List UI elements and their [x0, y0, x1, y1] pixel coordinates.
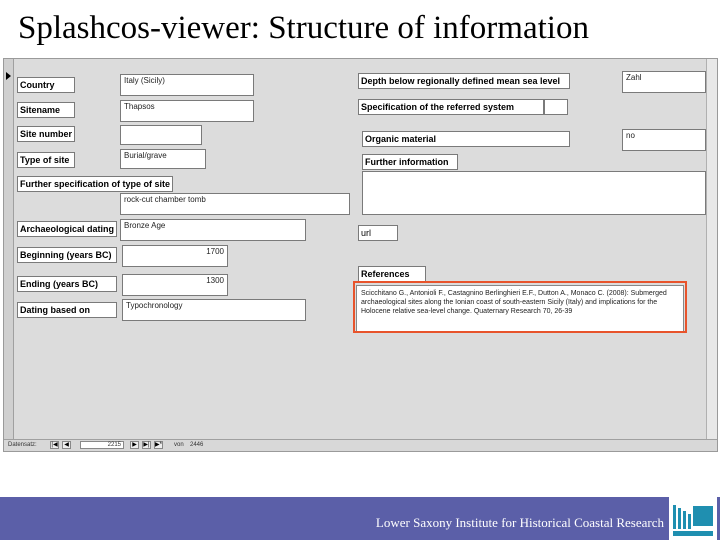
footer-bar [0, 497, 720, 540]
record-selector[interactable] [4, 59, 14, 442]
record-pointer-icon [6, 72, 11, 80]
references-label: References [358, 266, 426, 282]
arch-dating-field[interactable]: Bronze Age [120, 219, 306, 241]
type-of-site-label: Type of site [17, 152, 75, 168]
references-field[interactable]: Scicchitano G., Antonioli F., Castagnino Berlinghieri E.F., Dutton A., Monaco C. (2008): Submerged archaeological sites along the Ionian coast of south-eastern Sicily (Italy) and implications for the Holocene relative sea-level change. Quaternary Research 70, 26-39 [356, 285, 684, 333]
record-label: Datensatz: [8, 442, 37, 448]
first-record-button[interactable]: |◀ [51, 442, 58, 448]
vertical-scrollbar[interactable] [706, 59, 717, 442]
institute-logo [669, 497, 717, 540]
type-of-site-field[interactable]: Burial/grave [120, 149, 206, 169]
site-number-label: Site number [17, 126, 75, 142]
spec-system-label: Specification of the referred system [358, 99, 544, 115]
previous-record-button[interactable]: ◀ [62, 441, 71, 449]
nihk-logo-icon [669, 497, 717, 540]
spec-system-field[interactable] [544, 99, 568, 115]
last-record-button[interactable]: ▶| [143, 442, 150, 448]
database-form-window [3, 58, 718, 452]
further-spec-field[interactable]: rock-cut chamber tomb [120, 193, 350, 215]
of-label: von [174, 442, 184, 448]
further-info-label: Further information [362, 154, 458, 170]
organic-label: Organic material [362, 131, 570, 147]
organic-field[interactable]: no [622, 129, 706, 151]
country-field[interactable]: Italy (Sicily) [120, 74, 254, 96]
depth-label: Depth below regionally defined mean sea level [358, 73, 570, 89]
ending-label: Ending (years BC) [17, 276, 117, 292]
slide-title: Splashcos-viewer: Structure of information [18, 10, 589, 46]
site-number-field[interactable] [120, 125, 202, 145]
record-navigation-bar [4, 439, 718, 451]
sitename-field[interactable]: Thapsos [120, 100, 254, 122]
beginning-label: Beginning (years BC) [17, 247, 117, 263]
current-record-input[interactable]: 2215 [80, 441, 124, 449]
institute-name: Lower Saxony Institute for Historical Coastal Research [375, 515, 664, 530]
beginning-field[interactable]: 1700 [122, 245, 228, 267]
further-info-field[interactable] [362, 171, 706, 215]
dating-based-field[interactable]: Typochronology [122, 299, 306, 321]
depth-field[interactable]: Zahl [622, 71, 706, 93]
url-label: url [358, 225, 398, 241]
arch-dating-label: Archaeological dating [17, 221, 117, 237]
references-highlight [353, 281, 687, 333]
sitename-label: Sitename [17, 102, 75, 118]
record-total: 2446 [190, 442, 204, 448]
next-record-button[interactable]: ▶ [130, 441, 139, 449]
new-record-button[interactable]: ▶* [155, 442, 162, 448]
dating-based-label: Dating based on [17, 302, 117, 318]
further-spec-label: Further specification of type of site [17, 176, 173, 192]
ending-field[interactable]: 1300 [122, 274, 228, 296]
country-label: Country [17, 77, 75, 93]
